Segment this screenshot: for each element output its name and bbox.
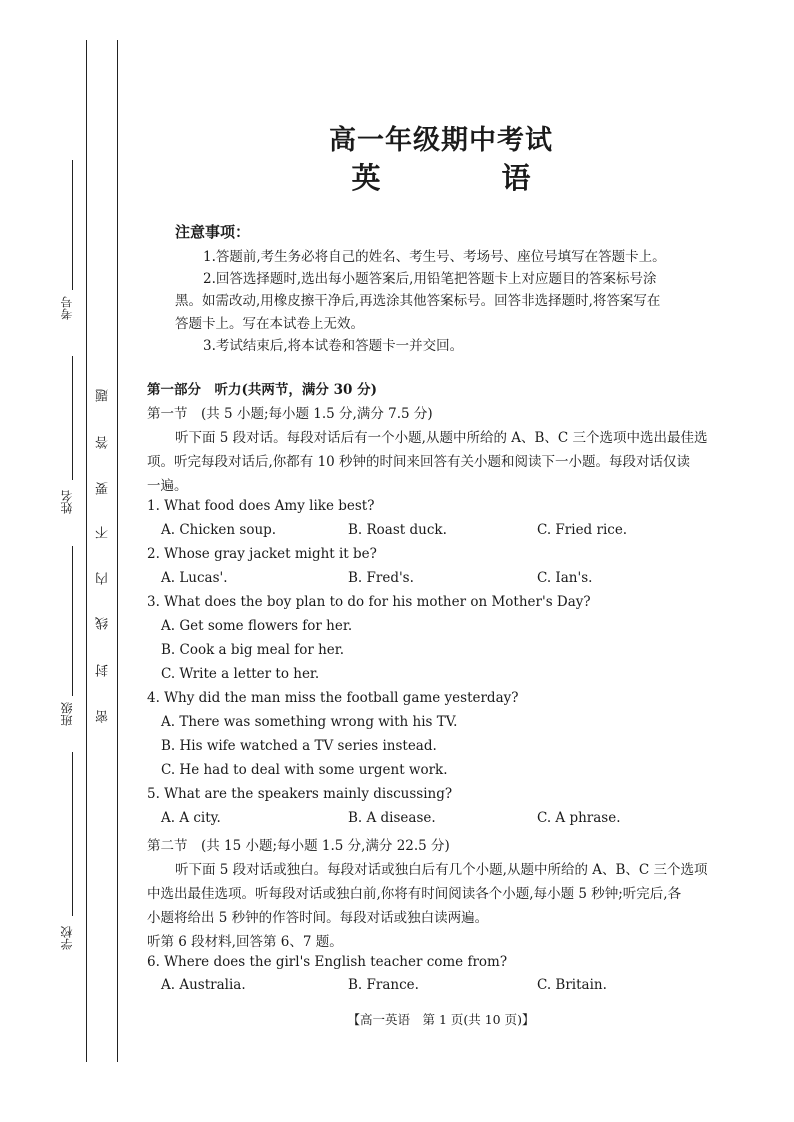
answer-option: B. Roast duck.	[348, 522, 447, 538]
material-instruction: 听第 6 段材料,回答第 6、7 题。	[147, 934, 343, 950]
name-blank[interactable]	[72, 356, 73, 480]
answer-option: A. Lucas'.	[161, 570, 228, 586]
name-label: 姓名	[60, 490, 74, 514]
class-blank[interactable]	[72, 546, 73, 696]
notice-heading: 注意事项：	[175, 223, 251, 241]
seal-char: 封	[96, 664, 111, 677]
part1-heading: 第一部分 听力(共两节，满分 30 分)	[147, 382, 377, 398]
notice-line: 答题卡上。写在本试卷上无效。	[175, 316, 364, 332]
seal-char: 线	[96, 617, 111, 630]
answer-option: A. Chicken soup.	[161, 522, 277, 538]
student-id-label: 考号	[60, 296, 74, 320]
question-stem: 2. Whose gray jacket might it be?	[147, 546, 377, 562]
school-label: 学校	[60, 926, 74, 950]
page-footer: 【高一英语 第 1 页(共 10 页)】	[347, 1012, 535, 1027]
section2-instruction: 听下面 5 段对话或独白。每段对话或独白后有几个小题,从题中所给的 A、B、C 三个选项	[175, 862, 708, 878]
notice-line: 1.答题前,考生务必将自己的姓名、考生号、考场号、座位号填写在答题卡上。	[203, 249, 666, 265]
answer-option: A. There was something wrong with his TV.	[161, 714, 458, 730]
subject-title: 英 语	[351, 161, 577, 195]
section2-instruction: 小题将给出 5 秒钟的作答时间。每段对话或独白读两遍。	[147, 910, 489, 926]
answer-option: C. He had to deal with some urgent work.	[161, 762, 448, 778]
notice-line: 黑。如需改动,用橡皮擦干净后,再选涂其他答案标号。回答非选择题时,将答案写在	[175, 293, 661, 309]
answer-option: B. France.	[348, 977, 419, 993]
section1-instruction: 一遍。	[147, 478, 188, 494]
seal-char: 答	[96, 436, 111, 449]
answer-option: A. A city.	[161, 810, 221, 826]
class-label: 班级	[60, 702, 74, 726]
exam-title: 高一年级期中考试	[329, 125, 553, 156]
answer-option: C. Fried rice.	[537, 522, 628, 538]
answer-option: B. A disease.	[348, 810, 436, 826]
section1-heading: 第一节 (共 5 小题;每小题 1.5 分,满分 7.5 分)	[147, 406, 433, 422]
notice-line: 3.考试结束后,将本试卷和答题卡一并交回。	[203, 338, 464, 354]
question-stem: 6. Where does the girl's English teacher come from?	[147, 954, 508, 970]
answer-option: C. Write a letter to her.	[161, 666, 320, 682]
question-stem: 5. What are the speakers mainly discussing?	[147, 786, 453, 802]
section2-heading: 第二节 (共 15 小题;每小题 1.5 分,满分 22.5 分)	[147, 838, 450, 854]
answer-option: B. Cook a big meal for her.	[161, 642, 345, 658]
seal-char: 要	[96, 482, 111, 495]
question-stem: 3. What does the boy plan to do for his mother on Mother's Day?	[147, 594, 591, 610]
seal-char: 题	[96, 389, 111, 402]
seal-char: 不	[96, 526, 111, 539]
section1-instruction: 听下面 5 段对话。每段对话后有一个小题,从题中所给的 A、B、C 三个选项中选出最佳选	[175, 430, 708, 446]
answer-option: B. His wife watched a TV series instead.	[161, 738, 437, 754]
question-stem: 4. Why did the man miss the football game yesterday?	[147, 690, 519, 706]
notice-line: 2.回答选择题时,选出每小题答案后,用铅笔把答题卡上对应题目的答案标号涂	[203, 271, 657, 287]
seal-char: 密	[96, 710, 111, 723]
section1-instruction: 项。听完每段对话后,你都有 10 秒钟的时间来回答有关小题和阅读下一小题。每段对话仅读	[147, 454, 691, 470]
answer-option: C. Ian's.	[537, 570, 593, 586]
answer-option: A. Australia.	[161, 977, 246, 993]
school-blank[interactable]	[72, 752, 73, 916]
answer-option: A. Get some flowers for her.	[161, 618, 353, 634]
answer-option: C. Britain.	[537, 977, 607, 993]
section2-instruction: 中选出最佳选项。听每段对话或独白前,你将有时间阅读各个小题,每小题 5 秒钟;听完后,各	[147, 886, 682, 902]
question-stem: 1. What food does Amy like best?	[147, 498, 375, 514]
answer-option: B. Fred's.	[348, 570, 414, 586]
answer-option: C. A phrase.	[537, 810, 621, 826]
seal-char: 内	[96, 572, 111, 585]
